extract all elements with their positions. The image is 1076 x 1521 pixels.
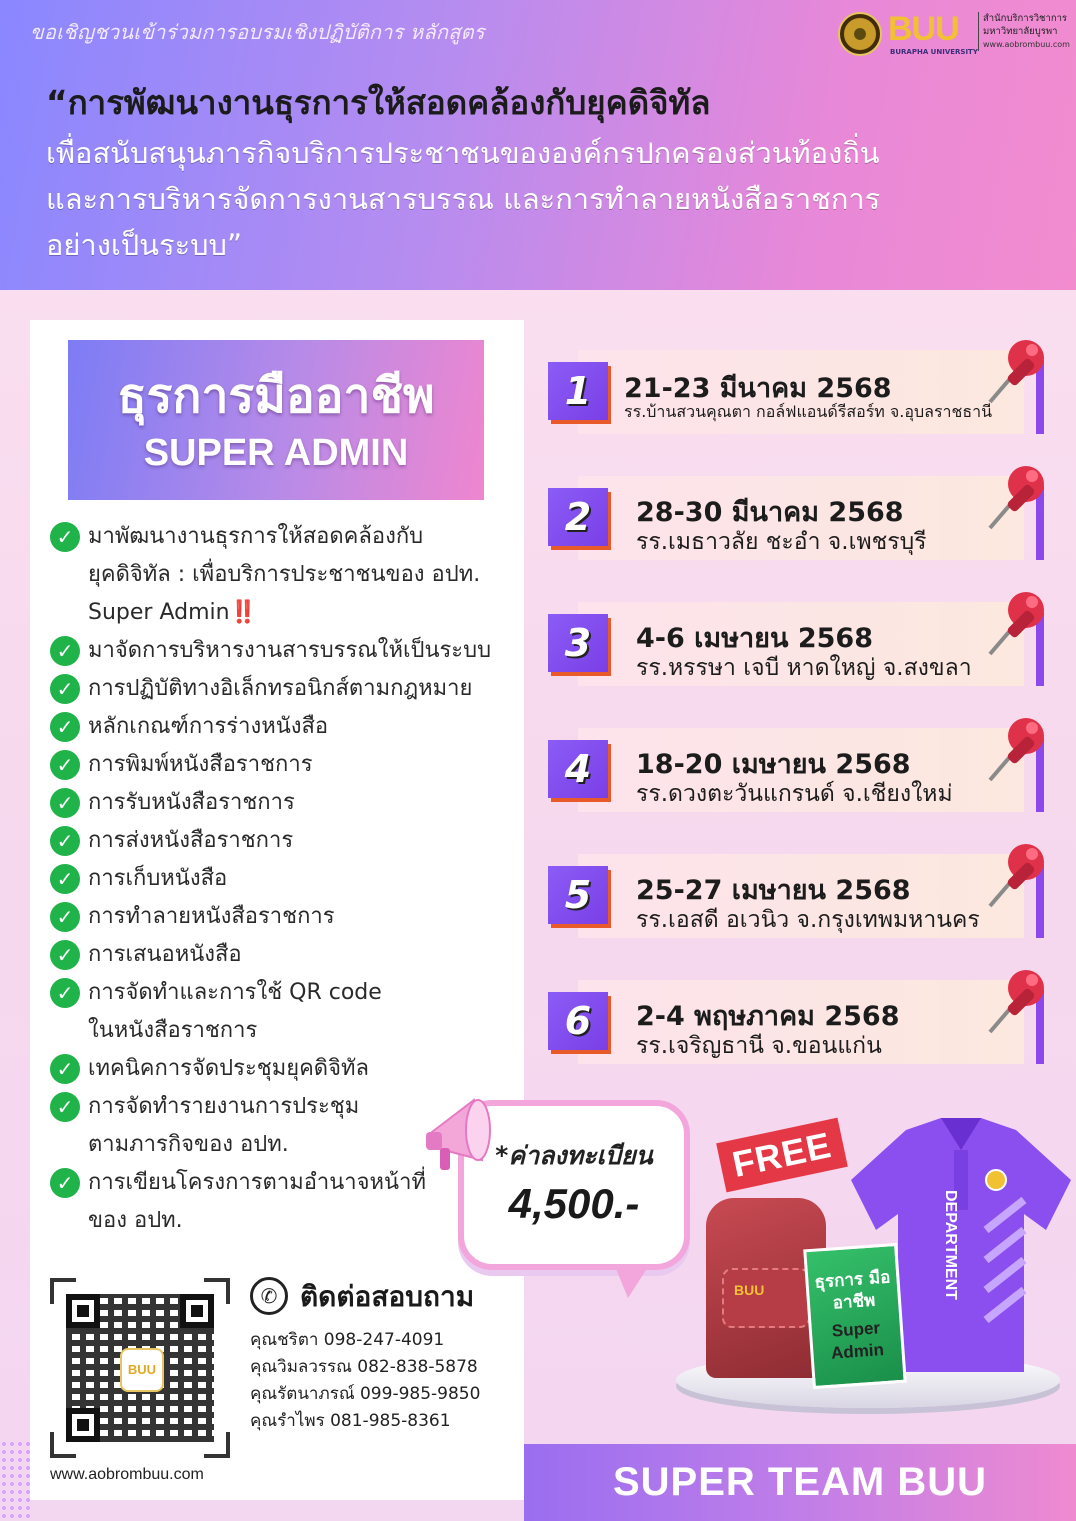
topic-item: [48, 670, 518, 708]
topic-text: เทคนิคการจัดประชุมยุคดิจิทัล: [88, 1056, 369, 1081]
session-number: 4: [548, 740, 608, 798]
free-ribbon: FREE: [716, 1118, 848, 1193]
org-name: [978, 12, 1070, 51]
megaphone-icon: [422, 1090, 502, 1180]
session-number: 3: [548, 614, 608, 672]
topic-text: การเสนอหนังสือ: [88, 942, 242, 967]
course-name-en: SUPER ADMIN: [143, 432, 409, 474]
topic-text: ของ อปท.: [88, 1208, 183, 1233]
book-subtitle: Super Admin: [830, 1318, 885, 1363]
check-icon: ✓: [50, 750, 80, 780]
invite-text: ขอเชิญชวนเข้าร่วมการอบรมเชิงปฏิบัติการ หลักสูตร: [30, 20, 485, 44]
topic-item: [48, 860, 518, 898]
title-line-3: และการบริหารจัดการงานสารบรรณ และการทำลายหนังสือราชการ: [46, 182, 881, 216]
fee-label: *ค่าลงทะเบียน: [495, 1141, 653, 1170]
footer-banner: [524, 1444, 1076, 1521]
topic-text: การปฏิบัติทางอิเล็กทรอนิกส์ตามกฎหมาย: [88, 676, 473, 701]
website-link[interactable]: www.aobrombuu.com: [50, 1466, 204, 1483]
topic-text: การจัดทำรายงานการประชุม: [88, 1094, 360, 1119]
push-pin-icon: [980, 582, 1050, 672]
session-date: 25-27 เมษายน 2568: [636, 875, 911, 906]
check-icon: ✓: [50, 1092, 80, 1122]
phone-icon: ✆: [250, 1277, 288, 1315]
topic-text: ยุคดิจิทัล : เพื่อบริการประชาชนของ อปท.: [88, 562, 481, 587]
fee-price: 4,500.-: [508, 1180, 640, 1227]
course-details-panel: [30, 320, 524, 1500]
topic-item: [48, 936, 518, 974]
push-pin-icon: [980, 960, 1050, 1050]
buu-subtitle: BURAPHA UNIVERSITY: [890, 48, 978, 56]
session-card-2: [548, 476, 1044, 560]
team-name: SUPER TEAM BUU: [612, 1460, 988, 1504]
topic-item: [48, 746, 518, 784]
title-line-4: อย่างเป็นระบบ”: [46, 228, 242, 262]
topic-item: [48, 974, 518, 1050]
session-date: 18-20 เมษายน 2568: [636, 749, 911, 780]
topic-text: การรับหนังสือราชการ: [88, 790, 295, 815]
push-pin-icon: [980, 330, 1050, 420]
session-date: 4-6 เมษายน 2568: [636, 623, 873, 654]
topic-text: การส่งหนังสือราชการ: [88, 828, 294, 853]
session-date: 2-4 พฤษภาคม 2568: [636, 1001, 900, 1032]
topic-text: การพิมพ์หนังสือราชการ: [88, 752, 313, 777]
session-card-5: [548, 854, 1044, 938]
org-url: www.aobrombuu.com: [983, 40, 1070, 49]
free-gifts-illustration: [676, 1100, 1076, 1420]
qr-logo: BUU: [120, 1348, 164, 1392]
handbook-image: [803, 1243, 907, 1389]
contact-person[interactable]: คุณชริตา 098-247-4091: [250, 1330, 445, 1350]
session-number: 5: [548, 866, 608, 924]
session-card-3: [548, 602, 1044, 686]
topic-text: มาพัฒนางานธุรการให้สอดคล้องกับ: [88, 524, 424, 549]
check-icon: ✓: [50, 674, 80, 704]
session-venue: รร.เจริญธานี จ.ขอนแก่น: [636, 1033, 882, 1059]
topic-item: [48, 822, 518, 860]
check-icon: ✓: [50, 636, 80, 666]
topic-text: การทำลายหนังสือราชการ: [88, 904, 335, 929]
contact-list: [250, 1327, 480, 1435]
check-icon: ✓: [50, 522, 80, 552]
topic-text: Super Admin‼️: [88, 600, 257, 625]
buu-wordmark: BUU: [888, 10, 959, 48]
contact-person[interactable]: คุณวิมลวรรณ 082-838-5878: [250, 1357, 478, 1377]
session-venue: รร.ดวงตะวันแกรนด์ จ.เชียงใหม่: [636, 781, 953, 807]
session-venue: รร.เอสดี อเวนิว จ.กรุงเทพมหานคร: [636, 907, 980, 933]
topic-text: ในหนังสือราชการ: [88, 1018, 258, 1043]
session-venue: รร.บ้านสวนคุณตา กอล์ฟแอนด์รีสอร์ท จ.อุบลราชธานี: [624, 402, 993, 421]
bag-logo: BUU: [734, 1282, 765, 1298]
registration-qr-code[interactable]: [50, 1278, 230, 1458]
header-banner: [0, 0, 1076, 290]
course-title-box: [68, 340, 484, 500]
university-seal-icon: [838, 12, 882, 56]
topic-text: มาจัดการบริหารงานสารบรรณให้เป็นระบบ: [88, 638, 492, 663]
org-line-1: สำนักบริการวิชาการ: [983, 13, 1068, 24]
check-icon: ✓: [50, 978, 80, 1008]
org-line-2: มหาวิทยาลัยบูรพา: [983, 26, 1058, 37]
session-number: 6: [548, 992, 608, 1050]
session-card-1: [548, 350, 1044, 434]
contact-title: ติดต่อสอบถาม: [300, 1280, 475, 1313]
topic-item: [48, 898, 518, 936]
check-icon: ✓: [50, 1054, 80, 1084]
session-venue: รร.หรรษา เจบี หาดใหญ่ จ.สงขลา: [636, 655, 972, 681]
session-number: 1: [548, 362, 608, 420]
check-icon: ✓: [50, 902, 80, 932]
session-date: 21-23 มีนาคม 2568: [624, 373, 892, 404]
decorative-dots: [0, 1440, 30, 1521]
push-pin-icon: [980, 834, 1050, 924]
session-number: 2: [548, 488, 608, 546]
topic-item: [48, 708, 518, 746]
topic-text: ตามภารกิจของ อปท.: [88, 1132, 289, 1157]
alert-icon: ‼️: [229, 600, 257, 625]
topic-text: การจัดทำและการใช้ QR code: [88, 980, 382, 1005]
buu-brand-logo: [838, 8, 1068, 58]
course-name-th: ธุรการมืออาชีพ: [117, 368, 435, 424]
push-pin-icon: [980, 456, 1050, 546]
topic-item: [48, 784, 518, 822]
session-card-6: [548, 980, 1044, 1064]
topic-item: [48, 518, 518, 632]
check-icon: ✓: [50, 864, 80, 894]
contact-person[interactable]: คุณรำไพร 081-985-8361: [250, 1411, 451, 1431]
topic-item: [48, 1050, 518, 1088]
contact-person[interactable]: คุณรัตนาภรณ์ 099-985-9850: [250, 1384, 481, 1404]
topic-text: การเก็บหนังสือ: [88, 866, 228, 891]
session-card-4: [548, 728, 1044, 812]
session-venue: รร.เมธาวลัย ชะอำ จ.เพชรบุรี: [636, 529, 927, 555]
session-date: 28-30 มีนาคม 2568: [636, 497, 904, 528]
topic-item: [48, 632, 518, 670]
shirt-text: DEPARTMENT: [942, 1190, 959, 1300]
topic-text: การเขียนโครงการตามอำนาจหน้าที่: [88, 1170, 426, 1195]
book-title: ธุรการ มืออาชีพ: [813, 1267, 892, 1314]
check-icon: ✓: [50, 826, 80, 856]
title-line-2: เพื่อสนับสนุนภารกิจบริการประชาชนขององค์กรปกครองส่วนท้องถิ่น: [46, 136, 880, 170]
title-line-1: “การพัฒนางานธุรการให้สอดคล้องกับยุคดิจิทัล: [46, 83, 711, 122]
check-icon: ✓: [50, 940, 80, 970]
push-pin-icon: [980, 708, 1050, 798]
check-icon: ✓: [50, 1168, 80, 1198]
check-icon: ✓: [50, 788, 80, 818]
check-icon: ✓: [50, 712, 80, 742]
topic-text: หลักเกณฑ์การร่างหนังสือ: [88, 714, 329, 739]
